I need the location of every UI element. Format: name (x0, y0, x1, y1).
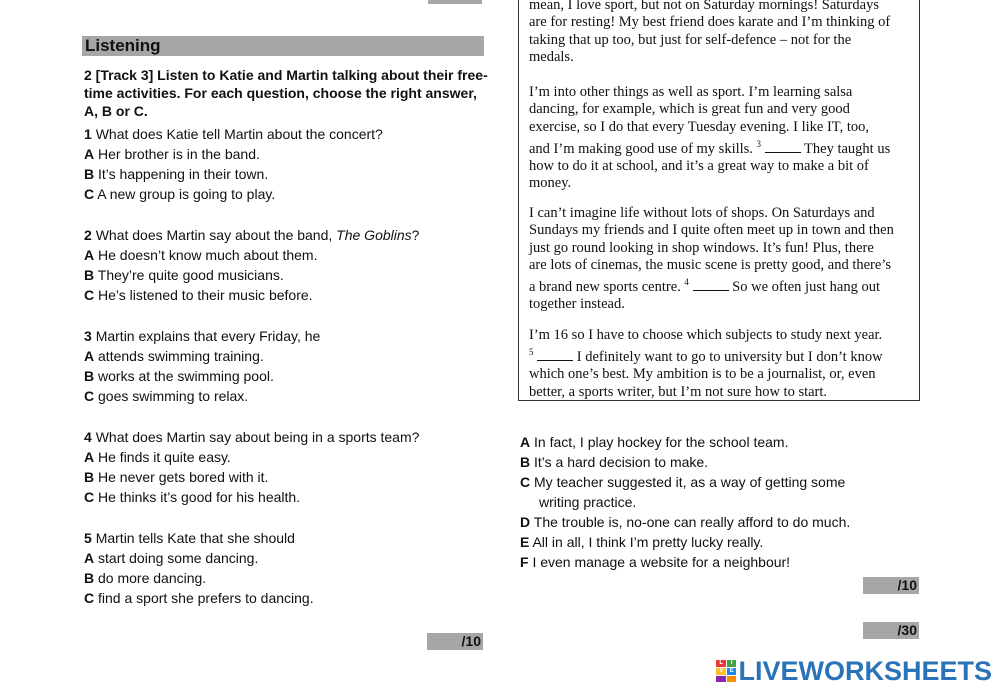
total-score: /30 (863, 622, 919, 639)
listening-score: /10 (427, 633, 483, 650)
sentence-option-a: A In fact, I play hockey for the school team. (520, 434, 789, 450)
question-text: 4 What does Martin say about being in a sports team? (84, 429, 420, 445)
paragraph-1: mean, I love sport, but not on Saturday mornings! Saturdays are for resting! My best friend does karate and I’m thinking of taking that up too, but just for self-defence – not for the medals. (529, 0, 891, 65)
option-a[interactable]: A Her brother is in the band. (84, 146, 260, 162)
reading-text-box (518, 0, 920, 401)
paragraph-2: I’m into other things as well as sport. I’m learning salsa dancing, for example, which is great fun and very good exercise, so I do that every Tuesday evening. I like IT, too, and I’m making good use of my skills. $^3$ They taught us how to do it at school, and it’s a great way to make a bit of money. (529, 84, 891, 192)
gap-5-blank[interactable] (537, 348, 573, 361)
option-c[interactable]: C goes swimming to relax. (84, 388, 249, 404)
reading-score: /10 (863, 577, 919, 594)
option-c[interactable]: C find a sport she prefers to dancing. (84, 590, 314, 606)
option-a[interactable]: A start doing some dancing. (84, 550, 259, 566)
option-b[interactable]: B works at the swimming pool. (84, 368, 274, 384)
sentence-options (520, 432, 940, 572)
question-1 (84, 124, 504, 204)
sentence-option-c-cont: writing practice. (539, 494, 637, 510)
gap-3-blank[interactable] (765, 140, 801, 153)
paragraph-4: I’m 16 so I have to choose which subjects to study next year. $^5$ I definitely want to go to university but I don’t know which one’s best. My ambition is to be a journalist, or, even better, a sports writer, but I’m not sure how to start. (529, 327, 883, 400)
option-c[interactable]: C He’s listened to their music before. (84, 287, 313, 303)
option-b[interactable]: B They’re quite good musicians. (84, 267, 284, 283)
sentence-option-c: C My teacher suggested it, as a way of getting some (520, 474, 846, 490)
sentence-option-f: F I even manage a website for a neighbour! (520, 554, 791, 570)
option-b[interactable]: B do more dancing. (84, 570, 207, 586)
question-text: 3 Martin explains that every Friday, he (84, 328, 321, 344)
question-5 (84, 528, 504, 608)
sentence-option-b: B It’s a hard decision to make. (520, 454, 709, 470)
sentence-option-e: E All in all, I think I’m pretty lucky really. (520, 534, 764, 550)
logo-text: LIVEWORKSHEETS (738, 655, 992, 686)
question-text: 1 What does Katie tell Martin about the concert? (84, 126, 383, 142)
paragraph-3: I can’t imagine life without lots of shops. On Saturdays and Sundays my friends and I quite often meet up in town and then just go round looking in shop windows. It’s fun! Plus, there are lots of cinemas, the music scene is pretty good, and there’s a brand new sports centre. $^4$ So we often just hang out together instead. (529, 205, 894, 313)
question-2 (84, 225, 504, 305)
option-a[interactable]: A He finds it quite easy. (84, 449, 231, 465)
option-c[interactable]: C A new group is going to play. (84, 186, 276, 202)
option-a[interactable]: A He doesn’t know much about them. (84, 247, 318, 263)
gap-4-blank[interactable] (693, 278, 729, 291)
option-b[interactable]: B He never gets bored with it. (84, 469, 269, 485)
option-a[interactable]: A attends swimming training. (84, 348, 264, 364)
question-4 (84, 427, 504, 507)
liveworksheets-logo[interactable] (716, 657, 992, 685)
instructions: 2 [Track 3] Listen to Katie and Martin talking about their free-time activities. For each question, choose the right answer, A, B or C. (84, 67, 488, 119)
question-3 (84, 326, 504, 406)
question-text: 2 What does Martin say about the band, The Goblins? (84, 227, 420, 243)
question-text: 5 Martin tells Kate that she should (84, 530, 295, 546)
option-c[interactable]: C He thinks it’s good for his health. (84, 489, 301, 505)
top-score-bar (428, 0, 482, 4)
sentence-option-d: D The trouble is, no-one can really afford to do much. (520, 514, 851, 530)
option-b[interactable]: B It’s happening in their town. (84, 166, 269, 182)
section-title: Listening (82, 36, 484, 56)
logo-grid-icon: L I V E (716, 660, 736, 682)
